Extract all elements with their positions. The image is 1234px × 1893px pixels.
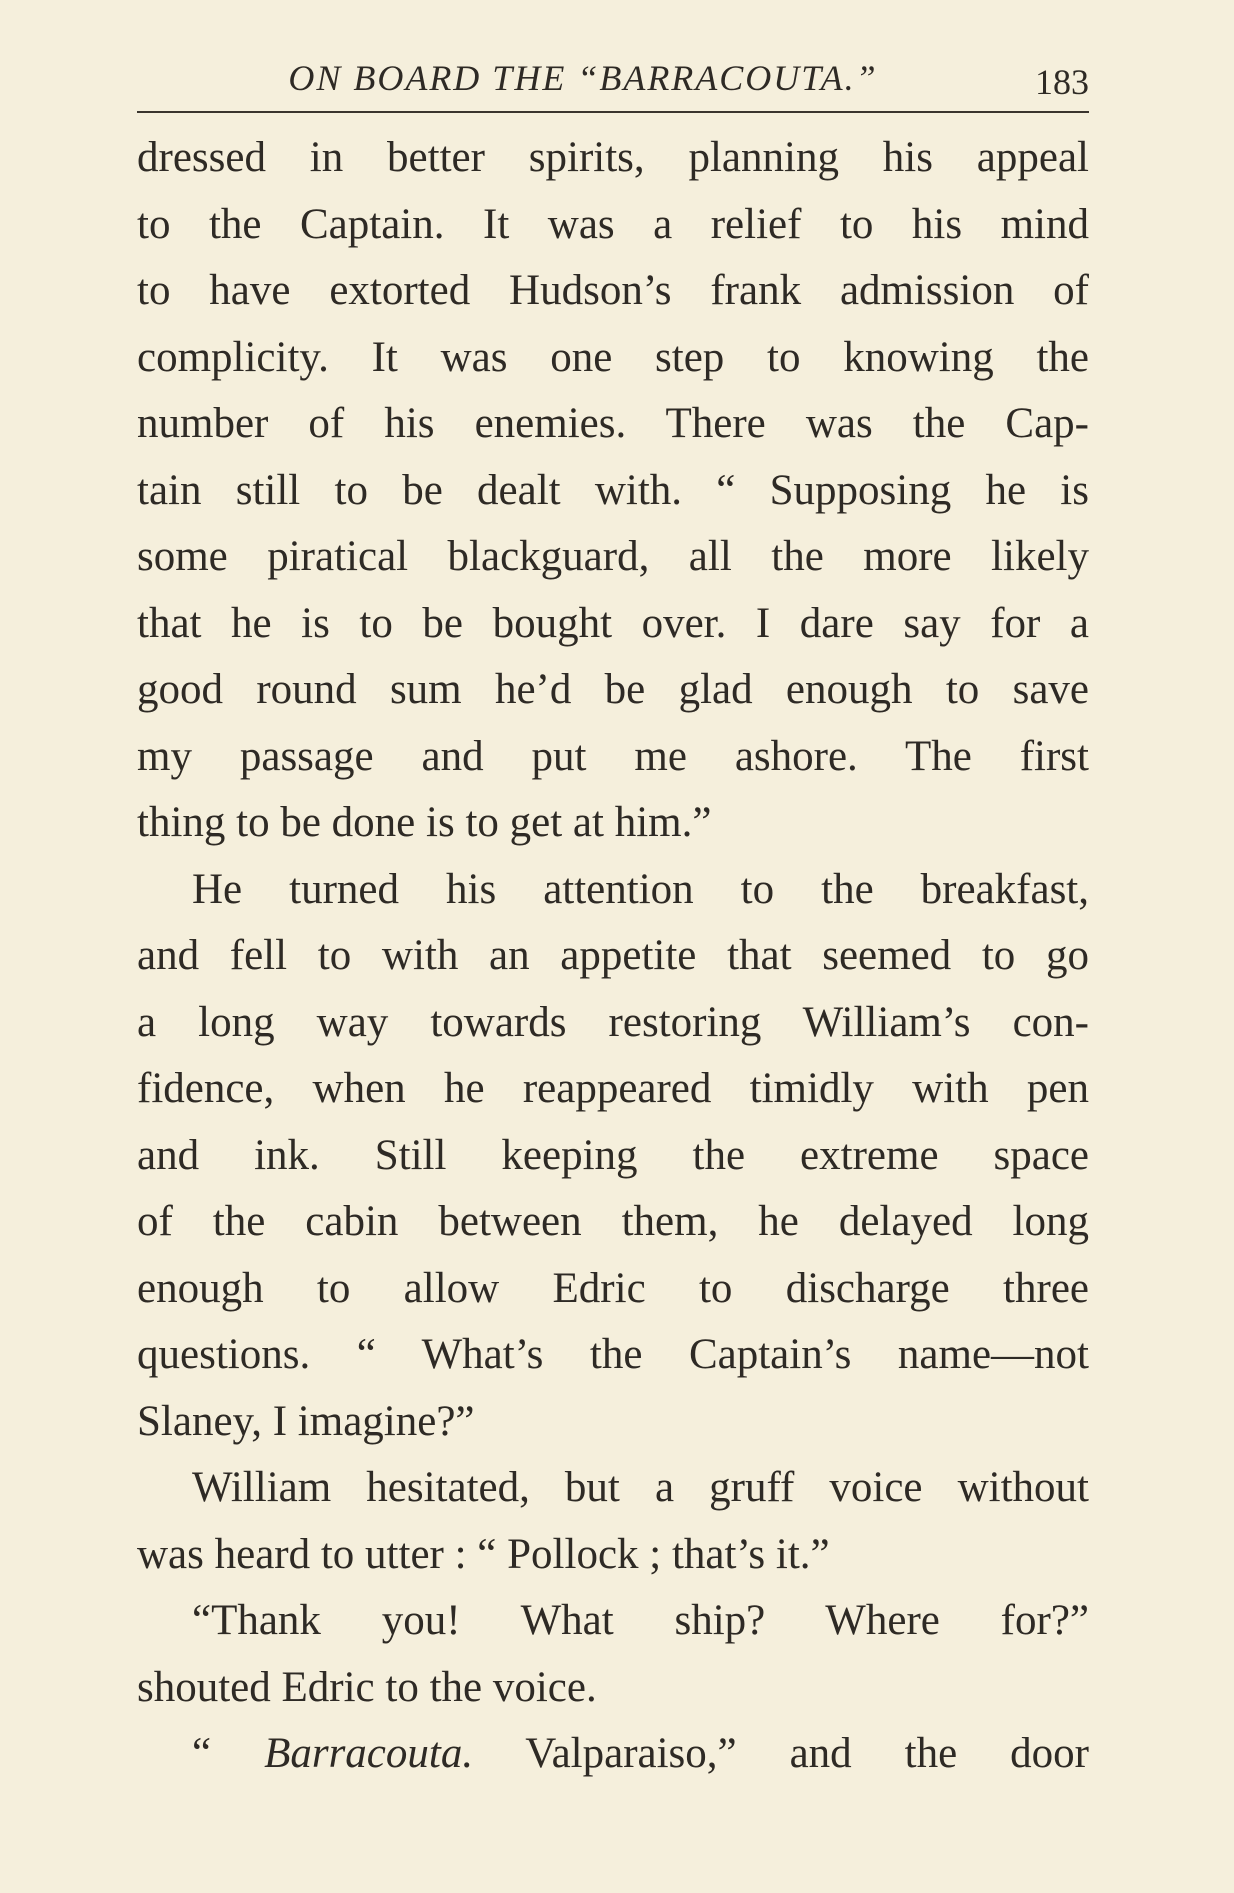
text-line: Slaney, I imagine?” xyxy=(137,1397,475,1445)
text-line: good round sum he’d be glad enough to save xyxy=(137,666,1089,713)
text-line: number of his enemies. There was the Cap- xyxy=(137,400,1089,447)
text-line: my passage and put me ashore. The first xyxy=(137,732,1089,780)
text-line: and ink. Still keeping the extreme space xyxy=(137,1131,1089,1179)
text-line: questions. “ What’s the Captain’s name—not xyxy=(137,1331,1089,1378)
line-remainder: Valparaiso,” and the door xyxy=(473,1730,1089,1777)
text-line: some piratical blackguard, all the more likely xyxy=(137,533,1089,580)
text-line: William hesitated, but a gruff voice without xyxy=(192,1464,1089,1511)
running-head xyxy=(137,48,1089,108)
text-line: tain still to be dealt with. “ Supposing he is xyxy=(137,466,1089,514)
open-quote: “ xyxy=(192,1730,265,1777)
text-line: thing to be done is to get at him.” xyxy=(137,799,712,846)
text-line: and fell to with an appetite that seemed to go xyxy=(137,932,1089,979)
text-line: fidence, when he reappeared timidly with pen xyxy=(137,1065,1089,1112)
page-number: 183 xyxy=(1035,62,1089,102)
text-line xyxy=(137,1721,1089,1788)
text-line: to the Captain. It was a relief to his mind xyxy=(137,200,1089,248)
text-line: that he is to be bought over. I dare say for a xyxy=(137,599,1089,647)
text-line: enough to allow Edric to discharge three xyxy=(137,1264,1089,1312)
text-line: a long way towards restoring William’s con- xyxy=(137,998,1089,1046)
text-line: of the cabin between them, he delayed long xyxy=(137,1198,1089,1245)
text-line: “Thank you! What ship? Where for?” xyxy=(192,1597,1089,1644)
text-line: to have extorted Hudson’s frank admission of xyxy=(137,267,1089,314)
text-line: complicity. It was one step to knowing the xyxy=(137,333,1089,381)
header-rule xyxy=(137,111,1089,113)
running-title: ON BOARD THE “BARRACOUTA.” xyxy=(288,58,878,98)
ship-name: Barracouta. xyxy=(264,1730,474,1777)
text-line: He turned his attention to the breakfast, xyxy=(192,865,1089,913)
text-line: dressed in better spirits, planning his appeal xyxy=(137,134,1089,181)
text-line: shouted Edric to the voice. xyxy=(137,1663,597,1711)
body-text xyxy=(137,125,1089,1788)
text-line: was heard to utter : “ Pollock ; that’s it.” xyxy=(137,1530,830,1578)
